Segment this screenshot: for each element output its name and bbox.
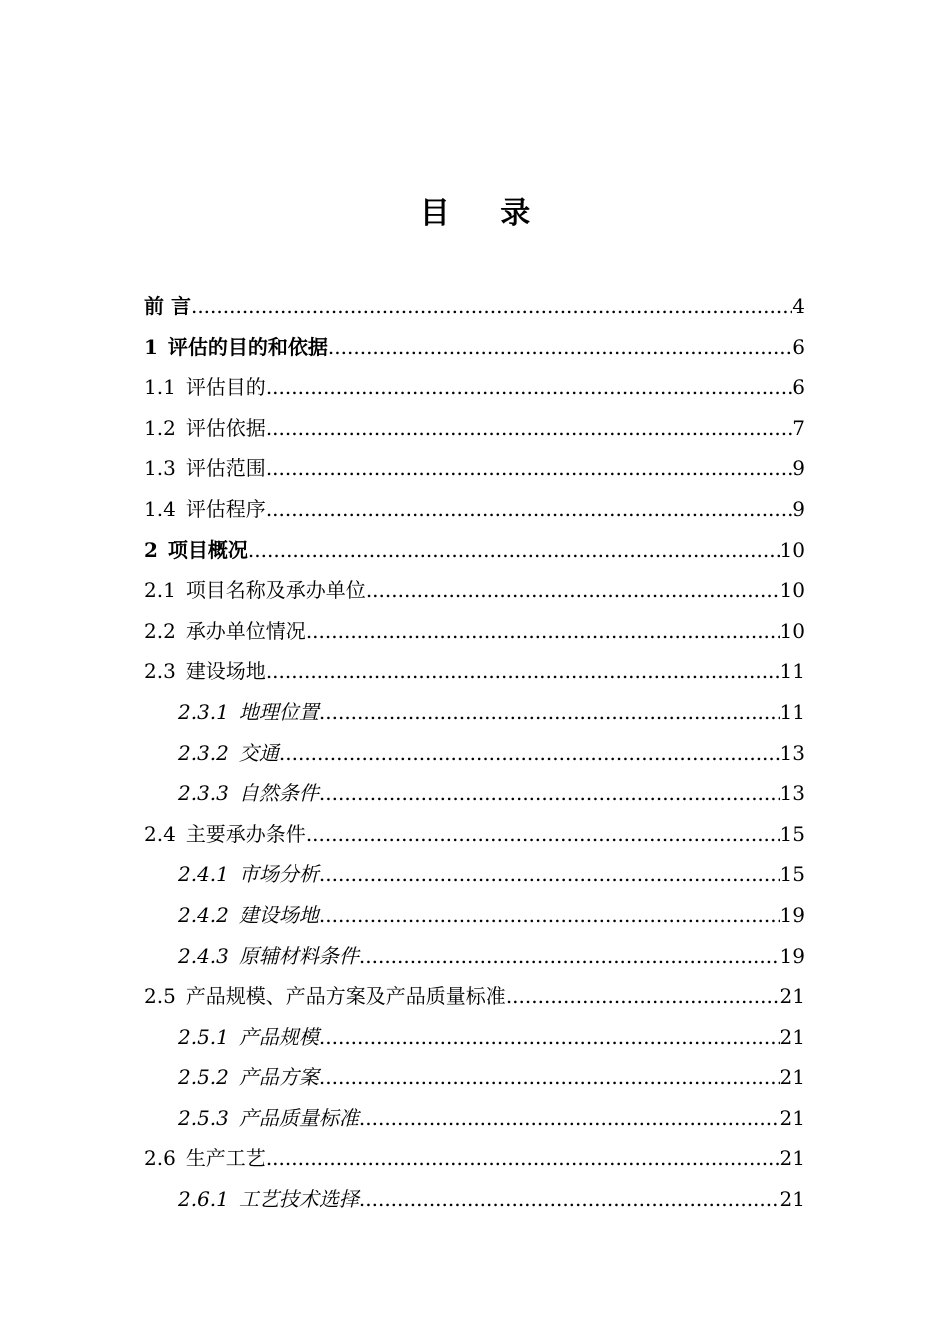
toc-entry-label — [144, 367, 266, 408]
toc-entry-number: 1.2 — [144, 415, 176, 440]
toc-dot-leader — [359, 1098, 780, 1139]
toc-entry-text: 市场分析 — [238, 862, 319, 887]
toc-dot-leader — [506, 976, 780, 1017]
toc-entry-text: 产品质量标准 — [238, 1105, 359, 1130]
toc-entry-page-number: 19 — [779, 902, 805, 927]
toc-entry-page-number: 10 — [779, 537, 805, 562]
toc-dot-leader — [248, 530, 780, 571]
toc-entry-label — [144, 976, 506, 1017]
toc-entry-text: 主要承办条件 — [185, 821, 306, 846]
toc-entry-text: 交通 — [238, 740, 279, 765]
toc-entry[interactable] — [144, 854, 805, 895]
toc-entry[interactable] — [144, 773, 805, 814]
toc-entry-number: 2.5 — [144, 984, 176, 1009]
toc-dot-leader — [266, 651, 780, 692]
toc-entry-label — [144, 611, 306, 652]
toc-entry-page-number: 10 — [779, 578, 805, 603]
toc-entry[interactable] — [144, 489, 805, 530]
toc-entry-number: 2.3.2 — [178, 740, 229, 765]
toc-entry-number: 2.3.3 — [178, 781, 229, 806]
toc-entry-label — [144, 286, 191, 327]
toc-entry[interactable] — [144, 895, 805, 936]
toc-entry-text: 产品方案 — [238, 1065, 319, 1090]
toc-dot-leader — [306, 611, 780, 652]
toc-entry-page-number: 19 — [779, 943, 805, 968]
toc-entry-label — [144, 448, 266, 489]
toc-entry-page-number: 4 — [792, 294, 805, 318]
toc-entry[interactable] — [144, 733, 805, 774]
toc-entry-label — [144, 530, 248, 571]
toc-dot-leader — [328, 327, 792, 368]
toc-entry-label — [178, 1179, 359, 1220]
toc-entry-text: 前 言 — [144, 294, 191, 318]
toc-entry-text: 自然条件 — [238, 781, 319, 806]
toc-entry-number: 2.4.1 — [178, 862, 229, 887]
toc-entry-label — [144, 814, 306, 855]
toc-entry[interactable] — [144, 1017, 805, 1058]
toc-dot-leader — [319, 1057, 780, 1098]
toc-dot-leader — [319, 1017, 780, 1058]
toc-entry-page-number: 7 — [792, 415, 805, 440]
toc-dot-leader — [266, 448, 792, 489]
toc-entry-page-number: 21 — [779, 1065, 805, 1090]
toc-entry-text: 产品规模、产品方案及产品质量标准 — [185, 984, 506, 1009]
toc-entry-page-number: 13 — [779, 740, 805, 765]
toc-entry[interactable] — [144, 611, 805, 652]
toc-entry-label — [144, 651, 266, 692]
toc-entry-page-number: 6 — [792, 375, 805, 400]
toc-dot-leader — [191, 286, 792, 327]
toc-dot-leader — [279, 733, 780, 774]
table-of-contents — [144, 286, 805, 1220]
toc-entry-number: 1.4 — [144, 496, 176, 521]
toc-entry[interactable] — [144, 1057, 805, 1098]
toc-entry-number: 2.4.2 — [178, 902, 229, 927]
toc-entry[interactable] — [144, 976, 805, 1017]
toc-dot-leader — [319, 773, 780, 814]
toc-entry-label — [144, 1138, 266, 1179]
toc-entry[interactable] — [144, 814, 805, 855]
toc-entry-page-number: 15 — [779, 862, 805, 887]
toc-entry-number: 2.1 — [144, 578, 176, 603]
toc-entry-text: 原辅材料条件 — [238, 943, 359, 968]
toc-entry-number: 2.5.2 — [178, 1065, 229, 1090]
toc-entry-number: 2.2 — [144, 618, 176, 643]
toc-entry-page-number: 21 — [779, 1146, 805, 1171]
toc-entry-number: 1.1 — [144, 375, 176, 400]
toc-dot-leader — [306, 814, 780, 855]
toc-entry[interactable] — [144, 367, 805, 408]
toc-entry-label — [178, 936, 359, 977]
toc-dot-leader — [266, 408, 792, 449]
toc-entry-page-number: 11 — [779, 659, 805, 684]
toc-entry-text: 承办单位情况 — [185, 618, 306, 643]
toc-entry[interactable] — [144, 530, 805, 571]
toc-entry-number: 2.5.3 — [178, 1105, 229, 1130]
toc-dot-leader — [266, 1138, 780, 1179]
toc-entry-text: 建设场地 — [185, 659, 266, 684]
toc-entry[interactable] — [144, 570, 805, 611]
toc-entry-page-number: 21 — [779, 1187, 805, 1212]
toc-entry[interactable] — [144, 1179, 805, 1220]
toc-entry-page-number: 10 — [779, 618, 805, 643]
toc-entry-page-number: 13 — [779, 781, 805, 806]
toc-entry-number: 2.6.1 — [178, 1187, 229, 1212]
toc-entry-text: 地理位置 — [238, 699, 319, 724]
toc-entry[interactable] — [144, 408, 805, 449]
toc-entry-label — [178, 1098, 359, 1139]
toc-entry-number: 2.3 — [144, 659, 176, 684]
toc-entry-number: 2 — [144, 537, 158, 562]
toc-entry[interactable] — [144, 1098, 805, 1139]
toc-entry-label — [144, 327, 328, 368]
toc-entry-page-number: 15 — [779, 821, 805, 846]
toc-entry-number: 1.3 — [144, 456, 176, 481]
toc-dot-leader — [319, 854, 780, 895]
toc-entry-page-number: 9 — [792, 496, 805, 521]
toc-entry-text: 生产工艺 — [185, 1146, 266, 1171]
toc-entry-page-number: 21 — [779, 1105, 805, 1130]
toc-entry-text: 评估程序 — [185, 496, 266, 521]
toc-entry-number: 2.4 — [144, 821, 176, 846]
toc-entry[interactable] — [144, 692, 805, 733]
toc-entry-text: 产品规模 — [238, 1024, 319, 1049]
toc-entry-label — [178, 895, 319, 936]
toc-entry-text: 评估依据 — [185, 415, 266, 440]
toc-dot-leader — [319, 895, 780, 936]
toc-entry-number: 2.5.1 — [178, 1024, 229, 1049]
toc-entry-page-number: 6 — [792, 334, 805, 359]
toc-dot-leader — [266, 489, 792, 530]
toc-entry-label — [178, 733, 279, 774]
toc-entry-label — [178, 1017, 319, 1058]
toc-entry-number: 2.4.3 — [178, 943, 229, 968]
toc-entry-number: 2.3.1 — [178, 699, 229, 724]
toc-entry-label — [178, 854, 319, 895]
toc-entry[interactable] — [144, 327, 805, 368]
toc-entry-number: 1 — [144, 334, 158, 359]
toc-entry-text: 评估范围 — [185, 456, 266, 481]
toc-entry-text: 项目名称及承办单位 — [185, 578, 366, 603]
toc-dot-leader — [359, 936, 780, 977]
toc-entry-text: 评估目的 — [185, 375, 266, 400]
toc-entry[interactable] — [144, 936, 805, 977]
toc-dot-leader — [266, 367, 792, 408]
toc-dot-leader — [359, 1179, 780, 1220]
toc-entry-label — [144, 570, 366, 611]
toc-dot-leader — [319, 692, 780, 733]
toc-entry-page-number: 11 — [779, 699, 805, 724]
toc-entry-text: 建设场地 — [238, 902, 319, 927]
toc-entry[interactable] — [144, 286, 805, 327]
toc-entry-text: 工艺技术选择 — [238, 1187, 359, 1212]
toc-entry-label — [178, 773, 319, 814]
toc-entry-text: 评估的目的和依据 — [167, 334, 328, 359]
toc-entry[interactable] — [144, 651, 805, 692]
page-title: 目 录 — [419, 196, 551, 231]
toc-entry-page-number: 21 — [779, 984, 805, 1009]
toc-entry-text: 项目概况 — [167, 537, 248, 562]
toc-entry-label — [178, 692, 319, 733]
toc-entry-page-number: 9 — [792, 456, 805, 481]
toc-entry-label — [144, 408, 266, 449]
toc-dot-leader — [366, 570, 780, 611]
toc-entry-label — [178, 1057, 319, 1098]
toc-entry-label — [144, 489, 266, 530]
toc-entry[interactable] — [144, 448, 805, 489]
toc-entry-page-number: 21 — [779, 1024, 805, 1049]
toc-entry[interactable] — [144, 1138, 805, 1179]
toc-entry-number: 2.6 — [144, 1146, 176, 1171]
